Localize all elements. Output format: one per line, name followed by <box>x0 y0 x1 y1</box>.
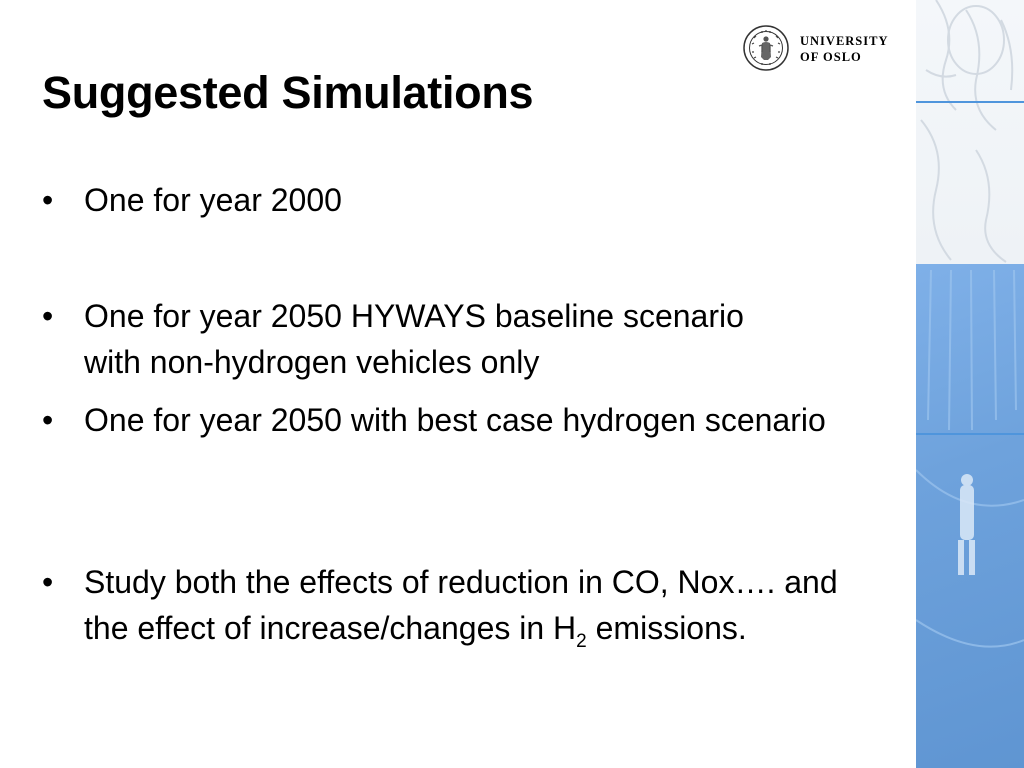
slide-title: Suggested Simulations <box>42 67 534 118</box>
statue-artwork-icon <box>916 0 1024 768</box>
subscript-two: 2 <box>576 631 587 652</box>
bullet-dot: • <box>42 182 54 218</box>
bullet-text-main: Study both the effects of reduction in CO, Nox…. and the effect of increase/changes in H <box>84 564 838 646</box>
bullet-text: One for year 2000 <box>84 182 342 218</box>
university-name-line1: UNIVERSITY <box>800 34 889 48</box>
university-name-line2: OF OSLO <box>800 50 862 64</box>
university-logo <box>742 22 902 72</box>
university-seal-icon <box>742 24 790 72</box>
bullet-dot: • <box>42 564 54 600</box>
bullet-text <box>84 559 884 651</box>
university-name <box>800 33 889 65</box>
decorative-side-panel <box>916 0 1024 768</box>
bullet-text: One for year 2050 with best case hydrogen scenario <box>84 402 826 438</box>
bullet-dot: • <box>42 298 54 334</box>
bullet-dot: • <box>42 402 54 438</box>
bullet-text-end: emissions. <box>586 610 747 646</box>
bullet-text: One for year 2050 HYWAYS baseline scenario with non-hydrogen vehicles only <box>84 298 744 380</box>
